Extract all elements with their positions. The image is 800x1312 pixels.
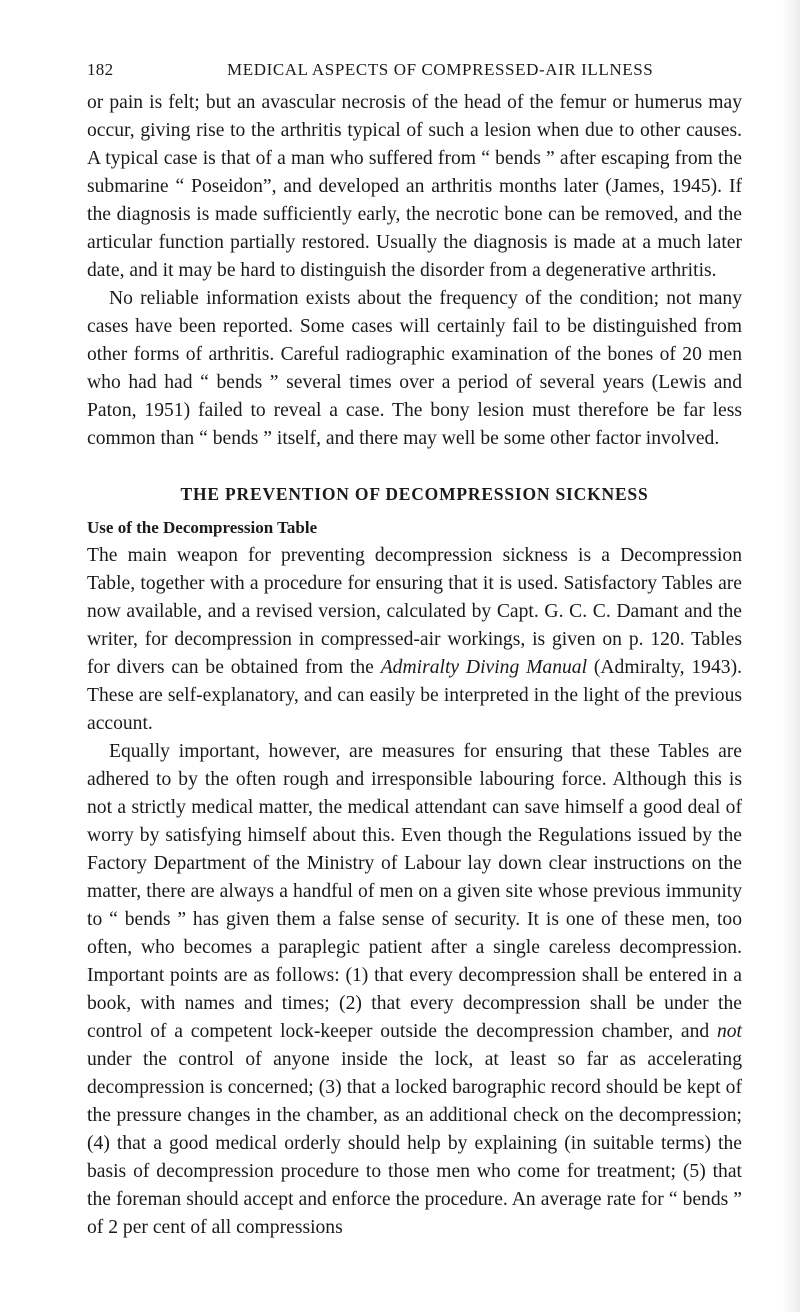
page-number: 182	[87, 60, 114, 79]
paragraph-4-text-b: under the control of anyone inside the lock, at least so far as accelerating decompression is concerned; (3) that a locked barographic record should be kept of the pressure changes in the chamber, as an additional check on the decompression; (4) that a good medical orderly should help by explaining (in suitable terms) the basis of decompression procedure to those men who come for treatment; (5) that the foreman should accept and enforce the procedure. An average rate for “ bends ” of 2 per cent of all compressions	[87, 1049, 742, 1238]
paragraph-3-text-b: (Admiralty, 1943). These are self-explanatory, and can easily be interpreted in the light of the previous account.	[87, 657, 742, 734]
paragraph-3-text-a: The main weapon for preventing decompression sickness is a Decompression Table, together with a procedure for ensuring that it is used. Satisfactory Tables are now available, and a revised version, calculated by Capt. G. C. C. Damant and the writer, for decompression in compressed-air workings, is given on p. 120. Tables for divers can be obtained from the	[87, 545, 742, 678]
section-heading: THE PREVENTION OF DECOMPRESSION SICKNESS	[180, 484, 649, 504]
paragraph-3-italic: Admiralty Diving Manual	[380, 657, 588, 678]
paragraph-2: No reliable information exists about the frequency of the condition; not many cases have been reported. Some cases will certainly fail to be distinguished from other forms of arthritis. Careful radiographic examination of the bones of 20 men who had had “ bends ” several times over a period of several years (Lewis and Paton, 1951) failed to reveal a case. The bony lesion must therefore be far less common than “ bends ” itself, and there may well be some other factor involved.	[87, 288, 742, 449]
paragraph-1: or pain is felt; but an avascular necrosis of the head of the femur or humerus may occur, giving rise to the arthritis typical of such a lesion when due to other causes. A typical case is that of a man who suffered from “ bends ” after escaping from the submarine “ Poseidon”, and developed an arthritis months later (James, 1945). If the diagnosis is made sufficiently early, the necrotic bone can be removed, and the articular function partially restored. Usually the diagnosis is made at a much later date, and it may be hard to distinguish the disorder from a degenerative arthritis.	[87, 92, 742, 281]
subheading: Use of the Decompression Table	[87, 518, 318, 537]
running-title: MEDICAL ASPECTS OF COMPRESSED-AIR ILLNESS	[227, 60, 654, 79]
running-head	[87, 60, 742, 86]
body-text-bottom	[87, 542, 742, 1242]
paragraph-4-text-a: Equally important, however, are measures for ensuring that these Tables are adhered to by the often rough and irresponsible labouring force. Although this is not a strictly medical matter, the medical attendant can save himself a good deal of worry by satisfying himself about this. Even though the Regulations issued by the Factory Department of the Ministry of Labour lay down clear instructions on the matter, there are always a handful of men on a given site whose previous immunity to “ bends ” has given them a false sense of security. It is one of these men, too often, who becomes a paraplegic patient after a single careless decompression. Important points are as follows: (1) that every decompression shall be entered in a book, with names and times; (2) that every decompression shall be under the control of a competent lock-keeper outside the decompression chamber, and	[87, 741, 742, 1042]
body-text-top	[87, 89, 742, 453]
paragraph-4-italic: not	[716, 1021, 742, 1042]
paragraph-3	[87, 542, 742, 738]
paragraph-4	[87, 738, 742, 1242]
page-edge-shadow	[782, 0, 800, 1312]
